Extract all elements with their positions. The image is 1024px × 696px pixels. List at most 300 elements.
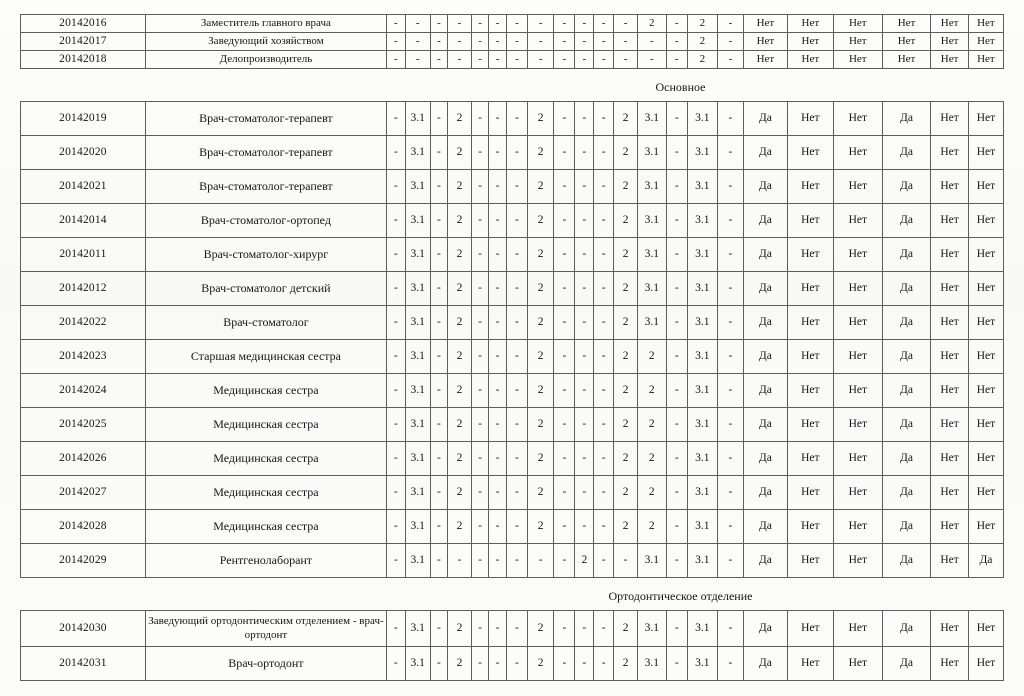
row-position-cell: Заведующий хозяйством bbox=[145, 33, 386, 51]
row-position-cell: Врач-стоматолог-терапевт bbox=[145, 136, 386, 170]
row-metric-cell-2: - bbox=[405, 15, 430, 33]
row-id-cell: 20142021 bbox=[21, 170, 146, 204]
row-metric-cell-9: - bbox=[554, 238, 575, 272]
row-metric-cell-11: - bbox=[594, 647, 614, 681]
row-metric-cell-2: 3.1 bbox=[405, 408, 430, 442]
row-metric-cell-16: - bbox=[717, 136, 743, 170]
row-metric-cell-15: 3.1 bbox=[687, 340, 717, 374]
row-metric-cell-11: - bbox=[594, 238, 614, 272]
row-metric-cell-8: 2 bbox=[528, 204, 554, 238]
table-row bbox=[21, 272, 1004, 306]
row-metric-cell-6: - bbox=[489, 33, 506, 51]
row-flag-cell-2: Нет bbox=[787, 204, 833, 238]
row-metric-cell-9: - bbox=[554, 408, 575, 442]
row-metric-cell-13: 3.1 bbox=[637, 272, 666, 306]
row-flag-cell-5: Нет bbox=[931, 136, 968, 170]
row-metric-cell-11: - bbox=[594, 33, 614, 51]
row-metric-cell-14: - bbox=[666, 170, 687, 204]
row-metric-cell-1: - bbox=[386, 272, 405, 306]
row-metric-cell-11: - bbox=[594, 611, 614, 647]
row-metric-cell-2: 3.1 bbox=[405, 136, 430, 170]
row-flag-cell-3: Нет bbox=[833, 170, 882, 204]
row-flag-cell-4: Да bbox=[882, 170, 931, 204]
row-metric-cell-14: - bbox=[666, 408, 687, 442]
row-metric-cell-7: - bbox=[506, 611, 527, 647]
row-metric-cell-7: - bbox=[506, 476, 527, 510]
row-metric-cell-1: - bbox=[386, 374, 405, 408]
row-metric-cell-13: - bbox=[637, 51, 666, 69]
row-metric-cell-13: 3.1 bbox=[637, 102, 666, 136]
table-row bbox=[21, 647, 1004, 681]
row-metric-cell-12: 2 bbox=[614, 272, 638, 306]
row-flag-cell-5: Нет bbox=[931, 51, 968, 69]
row-metric-cell-13: 2 bbox=[637, 408, 666, 442]
row-flag-cell-2: Нет bbox=[787, 408, 833, 442]
row-metric-cell-5: - bbox=[471, 544, 488, 578]
row-flag-cell-4: Да bbox=[882, 102, 931, 136]
row-flag-cell-4: Да bbox=[882, 272, 931, 306]
row-metric-cell-5: - bbox=[471, 33, 488, 51]
row-flag-cell-4: Да bbox=[882, 374, 931, 408]
row-metric-cell-5: - bbox=[471, 15, 488, 33]
row-flag-cell-4: Да bbox=[882, 611, 931, 647]
row-metric-cell-5: - bbox=[471, 170, 488, 204]
row-metric-cell-11: - bbox=[594, 408, 614, 442]
row-metric-cell-1: - bbox=[386, 15, 405, 33]
row-flag-cell-5: Нет bbox=[931, 33, 968, 51]
row-metric-cell-6: - bbox=[489, 51, 506, 69]
row-metric-cell-1: - bbox=[386, 476, 405, 510]
row-metric-cell-5: - bbox=[471, 306, 488, 340]
row-flag-cell-2: Нет bbox=[787, 476, 833, 510]
row-metric-cell-12: 2 bbox=[614, 136, 638, 170]
section-header bbox=[21, 583, 1004, 611]
row-flag-cell-5: Нет bbox=[931, 408, 968, 442]
row-metric-cell-10: - bbox=[575, 340, 594, 374]
row-flag-cell-2: Нет bbox=[787, 647, 833, 681]
row-metric-cell-8: 2 bbox=[528, 611, 554, 647]
row-metric-cell-11: - bbox=[594, 476, 614, 510]
row-flag-cell-1: Да bbox=[744, 544, 788, 578]
row-metric-cell-4: 2 bbox=[448, 340, 472, 374]
row-metric-cell-2: 3.1 bbox=[405, 170, 430, 204]
row-metric-cell-2: 3.1 bbox=[405, 544, 430, 578]
row-position-cell: Заведующий ортодонтическим отделением - врач-ортодонт bbox=[145, 611, 386, 647]
row-metric-cell-6: - bbox=[489, 136, 506, 170]
row-flag-cell-5: Нет bbox=[931, 647, 968, 681]
row-metric-cell-12: 2 bbox=[614, 306, 638, 340]
row-metric-cell-1: - bbox=[386, 51, 405, 69]
row-metric-cell-11: - bbox=[594, 204, 614, 238]
section-header-label: Ортодонтическое отделение bbox=[608, 588, 753, 603]
row-metric-cell-9: - bbox=[554, 51, 575, 69]
row-metric-cell-12: 2 bbox=[614, 340, 638, 374]
row-flag-cell-2: Нет bbox=[787, 238, 833, 272]
row-metric-cell-7: - bbox=[506, 306, 527, 340]
row-metric-cell-8: 2 bbox=[528, 306, 554, 340]
table-row bbox=[21, 510, 1004, 544]
row-id-cell: 20142023 bbox=[21, 340, 146, 374]
row-metric-cell-12: - bbox=[614, 15, 638, 33]
row-metric-cell-1: - bbox=[386, 408, 405, 442]
row-metric-cell-4: - bbox=[448, 544, 472, 578]
row-flag-cell-3: Нет bbox=[833, 204, 882, 238]
row-flag-cell-1: Нет bbox=[744, 15, 788, 33]
row-metric-cell-6: - bbox=[489, 476, 506, 510]
row-metric-cell-4: 2 bbox=[448, 136, 472, 170]
row-flag-cell-2: Нет bbox=[787, 51, 833, 69]
row-flag-cell-4: Да bbox=[882, 544, 931, 578]
row-metric-cell-5: - bbox=[471, 136, 488, 170]
row-flag-cell-5: Нет bbox=[931, 611, 968, 647]
row-metric-cell-16: - bbox=[717, 408, 743, 442]
row-flag-cell-2: Нет bbox=[787, 374, 833, 408]
row-flag-cell-6: Нет bbox=[968, 647, 1003, 681]
row-flag-cell-5: Нет bbox=[931, 510, 968, 544]
row-metric-cell-14: - bbox=[666, 136, 687, 170]
row-metric-cell-2: 3.1 bbox=[405, 238, 430, 272]
row-flag-cell-6: Нет bbox=[968, 33, 1003, 51]
row-position-cell: Врач-стоматолог-хирург bbox=[145, 238, 386, 272]
row-metric-cell-14: - bbox=[666, 51, 687, 69]
row-metric-cell-9: - bbox=[554, 15, 575, 33]
row-metric-cell-10: - bbox=[575, 408, 594, 442]
row-flag-cell-5: Нет bbox=[931, 170, 968, 204]
row-flag-cell-1: Да bbox=[744, 510, 788, 544]
table-row bbox=[21, 170, 1004, 204]
row-metric-cell-12: 2 bbox=[614, 170, 638, 204]
row-metric-cell-9: - bbox=[554, 374, 575, 408]
row-flag-cell-6: Нет bbox=[968, 238, 1003, 272]
row-metric-cell-16: - bbox=[717, 102, 743, 136]
row-metric-cell-4: 2 bbox=[448, 204, 472, 238]
row-flag-cell-6: Нет bbox=[968, 442, 1003, 476]
row-metric-cell-3: - bbox=[430, 136, 447, 170]
row-metric-cell-7: - bbox=[506, 647, 527, 681]
row-metric-cell-4: 2 bbox=[448, 306, 472, 340]
row-metric-cell-13: 2 bbox=[637, 340, 666, 374]
row-metric-cell-13: 2 bbox=[637, 374, 666, 408]
row-metric-cell-5: - bbox=[471, 510, 488, 544]
row-flag-cell-3: Нет bbox=[833, 102, 882, 136]
row-flag-cell-1: Да bbox=[744, 340, 788, 374]
row-metric-cell-13: 3.1 bbox=[637, 170, 666, 204]
row-metric-cell-9: - bbox=[554, 544, 575, 578]
row-metric-cell-16: - bbox=[717, 510, 743, 544]
row-id-cell: 20142031 bbox=[21, 647, 146, 681]
row-metric-cell-15: 3.1 bbox=[687, 272, 717, 306]
row-metric-cell-2: 3.1 bbox=[405, 340, 430, 374]
row-metric-cell-16: - bbox=[717, 374, 743, 408]
row-metric-cell-2: 3.1 bbox=[405, 611, 430, 647]
row-metric-cell-2: 3.1 bbox=[405, 204, 430, 238]
row-flag-cell-3: Нет bbox=[833, 33, 882, 51]
row-metric-cell-8: - bbox=[528, 33, 554, 51]
row-metric-cell-10: - bbox=[575, 510, 594, 544]
row-id-cell: 20142025 bbox=[21, 408, 146, 442]
row-metric-cell-9: - bbox=[554, 647, 575, 681]
row-metric-cell-7: - bbox=[506, 136, 527, 170]
row-metric-cell-6: - bbox=[489, 442, 506, 476]
row-metric-cell-11: - bbox=[594, 544, 614, 578]
row-metric-cell-3: - bbox=[430, 510, 447, 544]
row-flag-cell-1: Да bbox=[744, 306, 788, 340]
row-metric-cell-5: - bbox=[471, 611, 488, 647]
row-id-cell: 20142017 bbox=[21, 33, 146, 51]
row-metric-cell-10: - bbox=[575, 374, 594, 408]
row-metric-cell-14: - bbox=[666, 510, 687, 544]
row-metric-cell-2: 3.1 bbox=[405, 476, 430, 510]
row-metric-cell-10: - bbox=[575, 442, 594, 476]
row-position-cell: Рентгенолаборант bbox=[145, 544, 386, 578]
row-flag-cell-2: Нет bbox=[787, 136, 833, 170]
row-metric-cell-8: 2 bbox=[528, 136, 554, 170]
row-metric-cell-1: - bbox=[386, 238, 405, 272]
row-position-cell: Делопроизводитель bbox=[145, 51, 386, 69]
row-metric-cell-15: 3.1 bbox=[687, 306, 717, 340]
row-metric-cell-16: - bbox=[717, 306, 743, 340]
row-metric-cell-6: - bbox=[489, 374, 506, 408]
table-row bbox=[21, 136, 1004, 170]
row-metric-cell-10: 2 bbox=[575, 544, 594, 578]
row-flag-cell-2: Нет bbox=[787, 340, 833, 374]
row-metric-cell-5: - bbox=[471, 51, 488, 69]
row-metric-cell-15: 3.1 bbox=[687, 102, 717, 136]
row-metric-cell-8: 2 bbox=[528, 374, 554, 408]
row-flag-cell-5: Нет bbox=[931, 340, 968, 374]
row-position-cell: Врач-стоматолог детский bbox=[145, 272, 386, 306]
row-metric-cell-3: - bbox=[430, 476, 447, 510]
row-metric-cell-15: 3.1 bbox=[687, 204, 717, 238]
row-metric-cell-4: - bbox=[448, 33, 472, 51]
row-metric-cell-9: - bbox=[554, 476, 575, 510]
row-metric-cell-1: - bbox=[386, 611, 405, 647]
row-flag-cell-3: Нет bbox=[833, 408, 882, 442]
row-id-cell: 20142011 bbox=[21, 238, 146, 272]
row-metric-cell-4: 2 bbox=[448, 510, 472, 544]
row-metric-cell-2: 3.1 bbox=[405, 510, 430, 544]
row-flag-cell-5: Нет bbox=[931, 272, 968, 306]
row-metric-cell-8: 2 bbox=[528, 510, 554, 544]
row-metric-cell-15: 3.1 bbox=[687, 170, 717, 204]
row-metric-cell-9: - bbox=[554, 510, 575, 544]
row-id-cell: 20142029 bbox=[21, 544, 146, 578]
row-metric-cell-12: 2 bbox=[614, 611, 638, 647]
row-metric-cell-13: 3.1 bbox=[637, 204, 666, 238]
row-metric-cell-16: - bbox=[717, 340, 743, 374]
row-flag-cell-1: Да bbox=[744, 647, 788, 681]
row-metric-cell-1: - bbox=[386, 102, 405, 136]
row-flag-cell-5: Нет bbox=[931, 442, 968, 476]
row-metric-cell-15: 3.1 bbox=[687, 442, 717, 476]
row-position-cell: Старшая медицинская сестра bbox=[145, 340, 386, 374]
row-id-cell: 20142014 bbox=[21, 204, 146, 238]
row-position-cell: Врач-стоматолог-ортопед bbox=[145, 204, 386, 238]
section-header-label: Основное bbox=[655, 79, 706, 94]
row-flag-cell-4: Нет bbox=[882, 51, 931, 69]
row-metric-cell-14: - bbox=[666, 272, 687, 306]
row-metric-cell-3: - bbox=[430, 408, 447, 442]
row-metric-cell-11: - bbox=[594, 136, 614, 170]
row-metric-cell-3: - bbox=[430, 51, 447, 69]
row-metric-cell-3: - bbox=[430, 102, 447, 136]
row-flag-cell-6: Нет bbox=[968, 170, 1003, 204]
row-flag-cell-6: Нет bbox=[968, 408, 1003, 442]
row-metric-cell-4: 2 bbox=[448, 102, 472, 136]
row-metric-cell-12: 2 bbox=[614, 374, 638, 408]
row-id-cell: 20142022 bbox=[21, 306, 146, 340]
row-metric-cell-4: 2 bbox=[448, 611, 472, 647]
row-metric-cell-12: 2 bbox=[614, 408, 638, 442]
row-metric-cell-11: - bbox=[594, 374, 614, 408]
row-flag-cell-6: Нет bbox=[968, 611, 1003, 647]
row-metric-cell-3: - bbox=[430, 306, 447, 340]
row-flag-cell-6: Нет bbox=[968, 15, 1003, 33]
row-flag-cell-5: Нет bbox=[931, 544, 968, 578]
row-flag-cell-2: Нет bbox=[787, 170, 833, 204]
row-metric-cell-9: - bbox=[554, 204, 575, 238]
row-metric-cell-13: 3.1 bbox=[637, 136, 666, 170]
row-metric-cell-4: 2 bbox=[448, 374, 472, 408]
row-flag-cell-6: Нет bbox=[968, 204, 1003, 238]
row-metric-cell-3: - bbox=[430, 611, 447, 647]
row-flag-cell-3: Нет bbox=[833, 611, 882, 647]
row-metric-cell-11: - bbox=[594, 272, 614, 306]
row-flag-cell-5: Нет bbox=[931, 306, 968, 340]
row-flag-cell-1: Да bbox=[744, 102, 788, 136]
row-metric-cell-6: - bbox=[489, 647, 506, 681]
row-flag-cell-2: Нет bbox=[787, 272, 833, 306]
row-metric-cell-16: - bbox=[717, 170, 743, 204]
row-position-cell: Медицинская сестра bbox=[145, 476, 386, 510]
row-metric-cell-7: - bbox=[506, 408, 527, 442]
row-metric-cell-14: - bbox=[666, 238, 687, 272]
row-flag-cell-6: Нет bbox=[968, 306, 1003, 340]
row-flag-cell-5: Нет bbox=[931, 374, 968, 408]
row-metric-cell-10: - bbox=[575, 204, 594, 238]
row-flag-cell-6: Да bbox=[968, 544, 1003, 578]
row-flag-cell-3: Нет bbox=[833, 544, 882, 578]
row-metric-cell-5: - bbox=[471, 374, 488, 408]
row-position-cell: Врач-стоматолог bbox=[145, 306, 386, 340]
row-metric-cell-2: 3.1 bbox=[405, 442, 430, 476]
row-metric-cell-16: - bbox=[717, 611, 743, 647]
row-metric-cell-14: - bbox=[666, 442, 687, 476]
row-id-cell: 20142016 bbox=[21, 15, 146, 33]
row-metric-cell-10: - bbox=[575, 611, 594, 647]
row-position-cell: Врач-ортодонт bbox=[145, 647, 386, 681]
row-metric-cell-13: 2 bbox=[637, 442, 666, 476]
table-row bbox=[21, 340, 1004, 374]
row-metric-cell-16: - bbox=[717, 272, 743, 306]
row-metric-cell-7: - bbox=[506, 442, 527, 476]
row-flag-cell-3: Нет bbox=[833, 510, 882, 544]
row-metric-cell-13: 3.1 bbox=[637, 544, 666, 578]
row-metric-cell-16: - bbox=[717, 51, 743, 69]
row-flag-cell-3: Нет bbox=[833, 136, 882, 170]
row-flag-cell-1: Да bbox=[744, 476, 788, 510]
row-flag-cell-6: Нет bbox=[968, 340, 1003, 374]
row-metric-cell-10: - bbox=[575, 272, 594, 306]
row-metric-cell-6: - bbox=[489, 272, 506, 306]
row-metric-cell-6: - bbox=[489, 170, 506, 204]
row-metric-cell-12: - bbox=[614, 33, 638, 51]
row-metric-cell-4: - bbox=[448, 15, 472, 33]
row-metric-cell-6: - bbox=[489, 340, 506, 374]
row-metric-cell-12: 2 bbox=[614, 510, 638, 544]
row-metric-cell-5: - bbox=[471, 340, 488, 374]
row-metric-cell-7: - bbox=[506, 15, 527, 33]
row-flag-cell-1: Да bbox=[744, 272, 788, 306]
row-metric-cell-14: - bbox=[666, 647, 687, 681]
row-flag-cell-4: Да bbox=[882, 238, 931, 272]
row-metric-cell-10: - bbox=[575, 15, 594, 33]
row-metric-cell-8: 2 bbox=[528, 442, 554, 476]
row-metric-cell-14: - bbox=[666, 476, 687, 510]
table-row bbox=[21, 15, 1004, 33]
row-metric-cell-1: - bbox=[386, 647, 405, 681]
row-metric-cell-16: - bbox=[717, 33, 743, 51]
row-metric-cell-2: 3.1 bbox=[405, 374, 430, 408]
row-metric-cell-3: - bbox=[430, 272, 447, 306]
row-metric-cell-1: - bbox=[386, 136, 405, 170]
row-metric-cell-15: 3.1 bbox=[687, 510, 717, 544]
row-metric-cell-7: - bbox=[506, 102, 527, 136]
row-metric-cell-2: 3.1 bbox=[405, 306, 430, 340]
table-row bbox=[21, 33, 1004, 51]
row-flag-cell-4: Нет bbox=[882, 15, 931, 33]
row-metric-cell-12: 2 bbox=[614, 102, 638, 136]
row-metric-cell-9: - bbox=[554, 33, 575, 51]
row-metric-cell-11: - bbox=[594, 51, 614, 69]
row-metric-cell-6: - bbox=[489, 238, 506, 272]
row-metric-cell-14: - bbox=[666, 306, 687, 340]
row-metric-cell-4: 2 bbox=[448, 442, 472, 476]
row-metric-cell-10: - bbox=[575, 306, 594, 340]
row-metric-cell-8: - bbox=[528, 544, 554, 578]
row-metric-cell-4: 2 bbox=[448, 272, 472, 306]
row-metric-cell-8: 2 bbox=[528, 340, 554, 374]
row-metric-cell-14: - bbox=[666, 340, 687, 374]
row-flag-cell-4: Да bbox=[882, 306, 931, 340]
row-flag-cell-5: Нет bbox=[931, 238, 968, 272]
row-metric-cell-15: 3.1 bbox=[687, 611, 717, 647]
row-metric-cell-9: - bbox=[554, 102, 575, 136]
row-metric-cell-11: - bbox=[594, 340, 614, 374]
row-metric-cell-14: - bbox=[666, 611, 687, 647]
row-metric-cell-13: 3.1 bbox=[637, 611, 666, 647]
row-metric-cell-10: - bbox=[575, 33, 594, 51]
row-flag-cell-4: Да bbox=[882, 476, 931, 510]
row-metric-cell-5: - bbox=[471, 272, 488, 306]
row-metric-cell-4: 2 bbox=[448, 170, 472, 204]
row-flag-cell-1: Да bbox=[744, 136, 788, 170]
row-metric-cell-15: 3.1 bbox=[687, 136, 717, 170]
row-flag-cell-4: Да bbox=[882, 442, 931, 476]
row-flag-cell-3: Нет bbox=[833, 340, 882, 374]
row-metric-cell-9: - bbox=[554, 136, 575, 170]
row-metric-cell-14: - bbox=[666, 544, 687, 578]
row-metric-cell-10: - bbox=[575, 238, 594, 272]
row-position-cell: Медицинская сестра bbox=[145, 510, 386, 544]
row-id-cell: 20142012 bbox=[21, 272, 146, 306]
row-metric-cell-3: - bbox=[430, 647, 447, 681]
row-id-cell: 20142018 bbox=[21, 51, 146, 69]
table-row bbox=[21, 408, 1004, 442]
row-metric-cell-10: - bbox=[575, 136, 594, 170]
row-flag-cell-6: Нет bbox=[968, 272, 1003, 306]
row-metric-cell-8: - bbox=[528, 15, 554, 33]
